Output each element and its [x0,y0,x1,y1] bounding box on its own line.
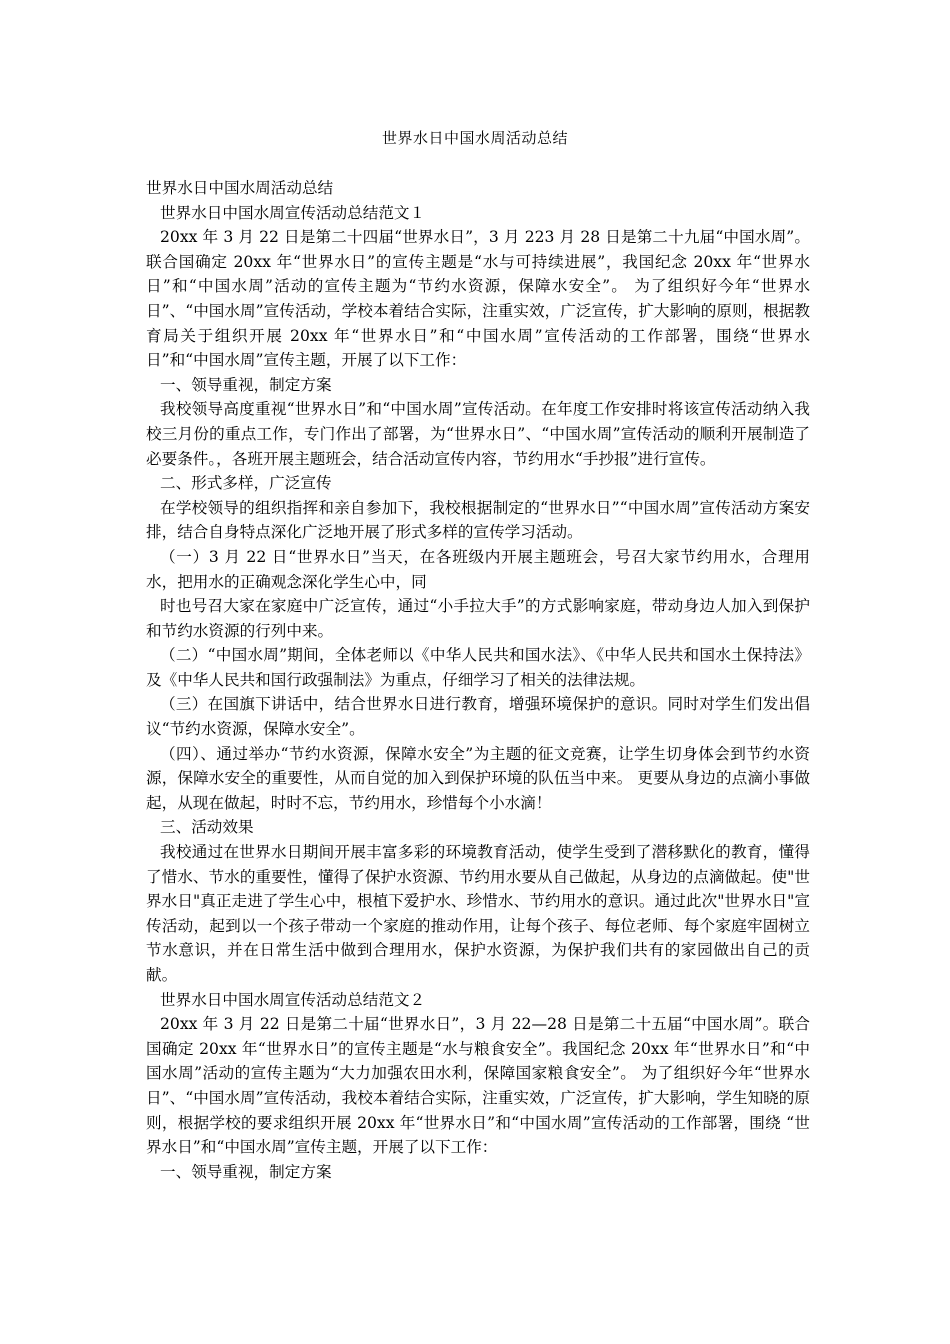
paragraph-subtitle: 世界水日中国水周宣传活动总结范文１ [160,203,426,222]
list-item: （二）“中国水周”期间，全体老师以《中华人民共和国水法》、《中华人民共和国水土保持法》及《中华人民共和国行政强制法》为重点，仔细学习了相关的法律法规。 [146,646,810,689]
paragraph: 我校领导高度重视“世界水日”和“中国水周”宣传活动。在年度工作安排时将该宣传活动纳入我校三月份的重点工作，专门作出了部署，为“世界水日”、“中国水周”宣传活动的顺利开展制造了必要条件。，各班开展主题班会，结合活动宣传内容，节约用水“手抄报”进行宣传。 [146,400,810,468]
paragraph-continued: 时也号召大家在家庭中广泛宣传，通过“小手拉大手”的方式影响家庭，带动身边人加入到保护和节约水资源的行列中来。 [146,597,810,640]
section-heading-1: 一、领导重视，制定方案 [160,375,332,394]
document-title: 世界水日中国水周活动总结 [381,129,568,147]
paragraph-subtitle-2: 世界水日中国水周宣传活动总结范文２ [160,990,426,1009]
section-heading-2: 二、形式多样，广泛宣传 [160,474,332,493]
list-item: （一）3 月 22 日“世界水日”当天，在各班级内开展主题班会，号召大家节约用水，合理用水，把用水的正确观念深化学生心中，同 [146,547,810,591]
list-item: （三）在国旗下讲话中，结合世界水日进行教育，增强环境保护的意识。同时对学生们发出倡议“节约水资源，保障水安全”。 [146,695,810,739]
section-heading-3: 三、活动效果 [160,818,254,837]
document-body [146,176,810,1184]
paragraph-intro-2: 20xx 年 3 月 22 日是第二十届“世界水日”，3 月 22—28 日是第二十五届“中国水周”。联合国确定 20xx 年“世界水日”的宣传主题是“水与粮食安全”。我国纪念 20xx 年“世界水日”和“中国水周”活动的宣传主题为“大力加强农田水利，保障国家粮食安全”。 为了组织好今年“世界水日”、“中国水周”宣传活动，我校本着结合实际，注重实效，广泛宣传，扩大影响，学生知晓的原则，根据学校的要求组织开展 20xx 年“世界水日”和“中国水周”宣传活动的工作部署，围绕 “世界水日”和“中国水周”宣传主题，开展了以下工作： [146,1015,810,1157]
section-heading-1b: 一、领导重视，制定方案 [160,1162,332,1181]
paragraph-intro: 20xx 年 3 月 22 日是第二十四届“世界水日”，3 月 223 月 28 日是第二十九届“中国水周”。联合国确定 20xx 年“世界水日”的宣传主题是“水与可持续进展”，我国纪念 20xx 年“世界水日”和“中国水周”活动的宣传主题为“节约水资源，保障水安全”。 为了组织好今年“世界水日”、“中国水周”宣传活动，学校本着结合实际，注重实效，广泛宣传，扩大影响的原则，根据教育局关于组织开展 20xx 年“世界水日”和“中国水周”宣传活动的工作部署，围绕“世界水日”和“中国水周”宣传主题，开展了以下工作： [146,228,810,370]
paragraph: 我校通过在世界水日期间开展丰富多彩的环境教育活动，使学生受到了潜移默化的教育，懂得了惜水、节水的重要性，懂得了保护水资源、节约用水要从自己做起，从身边的点滴做起。使"世界水日"真正走进了学生心中，根植下爱护水、珍惜水、节约用水的意识。通过此次"世界水日"宣传活动，起到以一个孩子带动一个家庭的推动作用，让每个孩子、每位老师、每个家庭牢固树立节水意识，并在日常生活中做到合理用水，保护水资源，为保护我们共有的家园做出自己的贡献。 [146,843,810,984]
paragraph: 在学校领导的组织指挥和亲自参加下，我校根据制定的“世界水日”“中国水周”宣传活动方案安排，结合自身特点深化广泛地开展了形式多样的宣传学习活动。 [146,498,810,542]
paragraph-heading: 世界水日中国水周活动总结 [146,179,334,197]
list-item: （四）、通过举办“节约水资源，保障水安全”为主题的征文竞赛，让学生切身体会到节约水资源，保障水安全的重要性，从而自觉的加入到保护环境的队伍当中来。 更要从身边的点滴小事做起，从现在做起，时时不忘，节约用水，珍惜每个小水滴！ [146,744,810,812]
